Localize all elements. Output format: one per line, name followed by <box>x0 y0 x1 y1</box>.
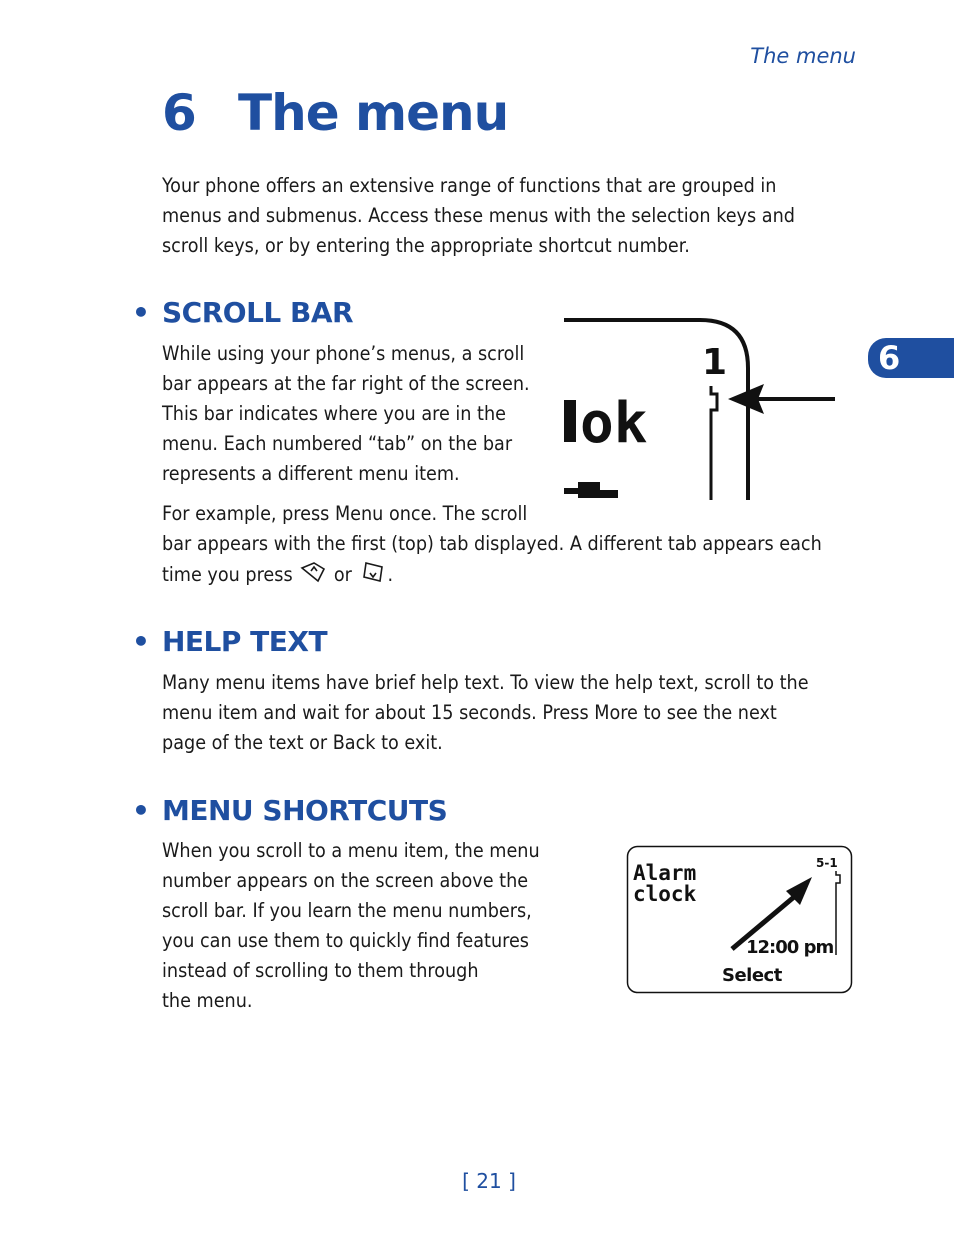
paragraph-line: instead of scrolling to them through <box>162 959 479 982</box>
text-run: or <box>333 563 352 586</box>
text-run: once. The scroll <box>383 502 528 525</box>
paragraph-line: number appears on the screen above the <box>162 869 529 892</box>
heading-text: HELP TEXT <box>162 625 328 658</box>
intro-paragraph <box>162 171 795 261</box>
section-heading-scroll-bar <box>132 296 353 329</box>
menu-shortcuts-paragraph <box>162 836 582 1016</box>
heading-text: MENU SHORTCUTS <box>162 794 448 827</box>
chapter-side-tab: 6 <box>868 338 954 378</box>
heading-bullet: • <box>132 625 150 658</box>
text-run: to exit. <box>375 731 443 754</box>
paragraph-line: Many menu items have brief help text. To view the help text, scroll to the <box>162 671 809 694</box>
paragraph-line: While using your phone’s menus, a scroll <box>162 342 525 365</box>
menu-key-label: Menu <box>334 502 384 525</box>
help-text-paragraph <box>162 668 862 758</box>
paragraph-line: When you scroll to a menu item, the menu <box>162 839 540 862</box>
paragraph-line: bar appears at the far right of the screen. <box>162 372 530 395</box>
scroll-bar-illustration <box>560 316 840 510</box>
paragraph-line: the menu. <box>162 989 253 1012</box>
heading-text: SCROLL BAR <box>162 296 354 329</box>
screen-time: 12:00 pm <box>746 937 834 958</box>
screen-title-line: clock <box>633 882 697 906</box>
screen-partial-text: ok <box>580 391 648 456</box>
intro-line: menus and submenus. Access these menus with the selection keys and <box>162 204 795 227</box>
back-key-label: Back <box>332 731 376 754</box>
paragraph-line: bar appears with the first (top) tab displayed. A different tab appears each <box>162 532 822 555</box>
screen-title-line: Alarm <box>633 861 697 885</box>
paragraph-line <box>162 559 862 594</box>
more-key-label: More <box>594 701 638 724</box>
text-run: to see the next <box>637 701 777 724</box>
paragraph-line: menu. Each numbered “tab” on the bar <box>162 432 513 455</box>
scroll-bar-paragraph <box>162 339 562 489</box>
text-run: For example, press <box>162 502 335 525</box>
chapter-title <box>162 84 508 142</box>
page-number: [ 21 ] <box>462 1169 516 1193</box>
text-run: time you press <box>162 563 293 586</box>
screen-menu-number: 5-1 <box>816 856 838 870</box>
paragraph-line <box>162 698 862 728</box>
section-heading-help-text <box>132 625 327 658</box>
paragraph-line <box>162 728 862 758</box>
running-header: The menu <box>750 44 856 68</box>
text-run: menu item and wait for about 15 seconds. Press <box>162 701 595 724</box>
chapter-title-text: The menu <box>238 84 509 142</box>
paragraph-line: you can use them to quickly find features <box>162 929 529 952</box>
paragraph-line: scroll bar. If you learn the menu numbers, <box>162 899 532 922</box>
intro-line: scroll keys, or by entering the appropriate shortcut number. <box>162 234 690 257</box>
section-heading-menu-shortcuts <box>132 794 447 827</box>
scroll-down-key-icon <box>358 559 388 594</box>
screen-softkey-label: Select <box>722 965 782 986</box>
chapter-number: 6 <box>162 84 196 142</box>
paragraph-line: This bar indicates where you are in the <box>162 402 506 425</box>
text-run: page of the text or <box>162 731 333 754</box>
alarm-clock-screen-illustration <box>626 845 854 999</box>
heading-bullet: • <box>132 296 150 329</box>
paragraph-line: represents a different menu item. <box>162 462 460 485</box>
screen-menu-number: 1 <box>702 342 728 383</box>
scroll-up-key-icon <box>298 559 328 594</box>
intro-line: Your phone offers an extensive range of functions that are grouped in <box>162 174 777 197</box>
text-run: . <box>387 563 394 586</box>
scroll-bar-example-paragraph <box>162 499 862 594</box>
heading-bullet: • <box>132 794 150 827</box>
